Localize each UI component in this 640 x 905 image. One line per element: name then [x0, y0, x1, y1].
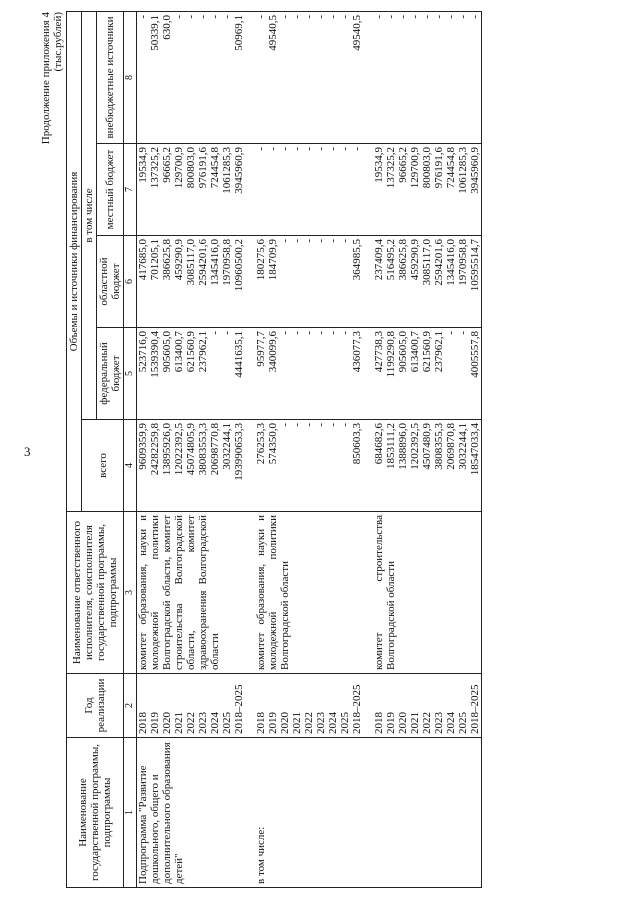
amount-value: 49540,5: [267, 15, 279, 51]
table-body: [137, 12, 482, 888]
amount-value: -: [173, 15, 185, 19]
spacer-cell: [363, 144, 373, 236]
amount-value: 2594201,6: [197, 239, 209, 286]
spacer-row: [363, 12, 373, 888]
year-value: 2024: [327, 712, 339, 734]
regional-cell: [255, 236, 363, 328]
amount-value: 4441635,1: [233, 331, 245, 378]
amount-value: 630,0: [161, 15, 173, 40]
header-federal: федеральный бюджет: [97, 328, 124, 420]
year-cell: [373, 674, 482, 738]
year-value: 2025: [221, 712, 233, 734]
amount-value: 800803,0: [421, 147, 433, 189]
amount-value: 1345416,0: [209, 239, 221, 286]
amount-value: 2594201,6: [433, 239, 445, 286]
amount-value: 701205,1: [149, 239, 161, 281]
header-program: Наименование государственной программы, подпрограммы: [67, 738, 124, 888]
year-cell: [255, 674, 363, 738]
col-number: 7: [124, 144, 137, 236]
amount-value: -: [267, 147, 279, 151]
amount-value: 724454,8: [445, 147, 457, 189]
local-cell: [373, 144, 482, 236]
amount-value: 364985,5: [351, 239, 363, 281]
program-name-cell: Подпрограмма "Развитие дошкольного, общего и дополнительного образования детей": [137, 738, 246, 888]
amount-value: -: [327, 423, 339, 427]
amount-value: -: [255, 147, 267, 151]
amount-value: -: [255, 15, 267, 19]
header-executor: Наименование ответственного исполнителя, соисполнителя государственной программы, подпрограммы: [67, 512, 124, 674]
col-number: 8: [124, 12, 137, 144]
amount-value: -: [421, 15, 433, 19]
spacer-cell: [245, 512, 255, 674]
amount-value: 96665,2: [397, 147, 409, 183]
program-name-cell: [373, 738, 482, 888]
amount-value: 684682,6: [373, 423, 385, 465]
amount-value: -: [221, 15, 233, 19]
year-value: 2024: [209, 712, 221, 734]
year-value: 2024: [445, 712, 457, 734]
amount-value: -: [385, 15, 397, 19]
amount-value: 800803,0: [185, 147, 197, 189]
amount-value: 50969,1: [233, 15, 245, 51]
continuation-title: Продолжение приложения 4: [40, 12, 52, 145]
financing-table: [66, 11, 482, 888]
year-value: 2020: [279, 712, 291, 734]
amount-value: 9609359,9: [137, 423, 149, 470]
amount-value: 1970958,8: [457, 239, 469, 286]
header-regional: областной бюджет: [97, 236, 124, 328]
spacer-cell: [245, 12, 255, 144]
header-extra: внебюджетные источники: [97, 12, 124, 144]
year-value: 2019: [149, 712, 161, 734]
amount-value: 38083553,3: [197, 423, 209, 476]
executor-cell: комитет строительства Волгоградской области: [373, 512, 482, 674]
amount-value: 3808355,3: [433, 423, 445, 470]
amount-value: -: [339, 239, 351, 243]
federal-cell: [255, 328, 363, 420]
total-cell: [255, 420, 363, 512]
col-number: 1: [124, 738, 137, 888]
regional-cell: [137, 236, 246, 328]
amount-value: 976191,6: [197, 147, 209, 189]
year-value: 2022: [421, 712, 433, 734]
amount-value: -: [397, 15, 409, 19]
year-value: 2019: [385, 712, 397, 734]
amount-value: 237962,1: [433, 331, 445, 373]
amount-value: 137325,2: [149, 147, 161, 189]
amount-value: -: [137, 15, 149, 19]
year-value: 2020: [161, 712, 173, 734]
page-number: 3: [24, 444, 31, 459]
regional-cell: [373, 236, 482, 328]
year-value: 2023: [433, 712, 445, 734]
amount-value: -: [315, 423, 327, 427]
federal-cell: [137, 328, 246, 420]
amount-value: 436077,3: [351, 331, 363, 373]
spacer-cell: [245, 144, 255, 236]
amount-value: -: [469, 15, 481, 19]
amount-value: -: [291, 331, 303, 335]
amount-value: -: [303, 423, 315, 427]
amount-value: 340099,6: [267, 331, 279, 373]
table-row: [137, 12, 246, 888]
amount-value: -: [315, 147, 327, 151]
header-total: всего: [82, 420, 124, 512]
amount-value: 1061285,3: [221, 147, 233, 194]
amount-value: -: [209, 15, 221, 19]
year-value: 2020: [397, 712, 409, 734]
year-value: 2023: [197, 712, 209, 734]
amount-value: 10595514,7: [469, 239, 481, 292]
amount-value: 3945960,9: [233, 147, 245, 194]
header-year: Год реализации: [67, 674, 124, 738]
amount-value: 427738,3: [373, 331, 385, 373]
amount-value: -: [457, 15, 469, 19]
amount-value: -: [291, 147, 303, 151]
total-cell: [137, 420, 246, 512]
section-label: в том числе:: [255, 738, 363, 888]
amount-value: 724454,8: [209, 147, 221, 189]
table-row: [373, 12, 482, 888]
amount-value: -: [445, 15, 457, 19]
amount-value: -: [303, 331, 315, 335]
rotated-page: [40, 8, 640, 888]
amount-value: -: [185, 15, 197, 19]
amount-value: 3945960,9: [469, 147, 481, 194]
amount-value: 193990653,3: [233, 423, 245, 481]
amount-value: 574350,0: [267, 423, 279, 465]
amount-value: -: [339, 331, 351, 335]
amount-value: -: [409, 15, 421, 19]
spacer-cell: [363, 12, 373, 144]
executor-cell: комитет образования, науки и молодежной политики Волгоградской области: [255, 512, 363, 674]
amount-value: -: [303, 147, 315, 151]
amount-value: 905605,0: [397, 331, 409, 373]
amount-value: 1539390,4: [149, 331, 161, 378]
amount-value: -: [291, 423, 303, 427]
amount-value: 613400,7: [409, 331, 421, 373]
year-value: 2025: [457, 712, 469, 734]
year-value: 2018: [373, 712, 385, 734]
amount-value: 19534,9: [137, 147, 149, 183]
local-cell: [255, 144, 363, 236]
spacer-cell: [245, 328, 255, 420]
continuation-note: [40, 12, 64, 888]
amount-value: 613400,7: [173, 331, 185, 373]
amount-value: -: [279, 331, 291, 335]
amount-value: 1061285,3: [457, 147, 469, 194]
amount-value: 20698770,8: [209, 423, 221, 476]
amount-value: -: [303, 239, 315, 243]
spacer-cell: [363, 328, 373, 420]
amount-value: 516495,2: [385, 239, 397, 281]
col-number: 5: [124, 328, 137, 420]
amount-value: 2069870,8: [445, 423, 457, 470]
spacer-cell: [245, 738, 255, 888]
amount-value: 1345416,0: [445, 239, 457, 286]
spacer-cell: [245, 420, 255, 512]
extra-cell: [373, 12, 482, 144]
amount-value: -: [327, 15, 339, 19]
total-cell: [373, 420, 482, 512]
amount-value: 4507480,9: [421, 423, 433, 470]
amount-value: 3032244,1: [457, 423, 469, 470]
amount-value: 45074805,9: [185, 423, 197, 476]
col-number: 6: [124, 236, 137, 328]
amount-value: 621560,9: [185, 331, 197, 373]
amount-value: -: [315, 239, 327, 243]
header-volumes: Объемы и источники финансирования: [67, 12, 82, 512]
amount-value: -: [209, 331, 221, 335]
amount-value: 850603,3: [351, 423, 363, 465]
amount-value: 386625,8: [397, 239, 409, 281]
header-local: местный бюджет: [97, 144, 124, 236]
year-value: 2022: [185, 712, 197, 734]
amount-value: 1388896,0: [397, 423, 409, 470]
amount-value: 50339,1: [149, 15, 161, 51]
amount-value: 19534,9: [373, 147, 385, 183]
units-note: (тыс.рублей): [52, 12, 64, 72]
extra-cell: [137, 12, 246, 144]
amount-value: -: [457, 331, 469, 335]
col-number: 3: [124, 512, 137, 674]
spacer-cell: [363, 738, 373, 888]
amount-value: -: [445, 331, 457, 335]
amount-value: 459290,9: [173, 239, 185, 281]
amount-value: 95977,7: [255, 331, 267, 367]
amount-value: 10960500,2: [233, 239, 245, 292]
amount-value: 3032244,1: [221, 423, 233, 470]
amount-value: 905605,0: [161, 331, 173, 373]
amount-value: -: [197, 15, 209, 19]
amount-value: -: [339, 423, 351, 427]
amount-value: 18547033,4: [469, 423, 481, 476]
amount-value: -: [327, 331, 339, 335]
amount-value: -: [315, 331, 327, 335]
executor-cell: комитет образования, науки и молодежной политики Волгоградской области, комитет строительства Волгоградской области, комитет здравоохранения Волгоградской области: [137, 512, 246, 674]
amount-value: -: [327, 147, 339, 151]
amount-value: 129700,9: [173, 147, 185, 189]
year-value: 2021: [409, 712, 421, 734]
year-value: 2019: [267, 712, 279, 734]
amount-value: -: [433, 15, 445, 19]
amount-value: -: [291, 239, 303, 243]
amount-value: -: [221, 331, 233, 335]
amount-value: -: [351, 147, 363, 151]
col-number: 4: [124, 420, 137, 512]
amount-value: 1202392,5: [409, 423, 421, 470]
amount-value: 386625,8: [161, 239, 173, 281]
amount-value: -: [303, 15, 315, 19]
amount-value: -: [327, 239, 339, 243]
federal-cell: [373, 328, 482, 420]
amount-value: 184709,9: [267, 239, 279, 281]
spacer-cell: [245, 674, 255, 738]
amount-value: 1970958,8: [221, 239, 233, 286]
amount-value: -: [279, 423, 291, 427]
year-value: 2021: [291, 712, 303, 734]
year-value: 2018: [137, 712, 149, 734]
amount-value: 12022392,5: [173, 423, 185, 476]
amount-value: 3085117,0: [185, 239, 197, 286]
year-value: 2022: [303, 712, 315, 734]
amount-value: -: [339, 147, 351, 151]
spacer-row: [245, 12, 255, 888]
amount-value: -: [291, 15, 303, 19]
extra-cell: [255, 12, 363, 144]
amount-value: 621560,9: [421, 331, 433, 373]
year-value: 2021: [173, 712, 185, 734]
amount-value: 237409,4: [373, 239, 385, 281]
year-value: 2018–2025: [351, 684, 363, 734]
amount-value: 180275,6: [255, 239, 267, 281]
amount-value: 1853111,2: [385, 423, 397, 469]
amount-value: 129700,9: [409, 147, 421, 189]
amount-value: 137325,2: [385, 147, 397, 189]
header-incl: в том числе: [82, 12, 97, 420]
year-cell: [137, 674, 246, 738]
amount-value: 459290,9: [409, 239, 421, 281]
year-value: 2018–2025: [233, 684, 245, 734]
amount-value: 523716,0: [137, 331, 149, 373]
amount-value: 4005557,8: [469, 331, 481, 378]
amount-value: -: [279, 147, 291, 151]
amount-value: -: [279, 239, 291, 243]
amount-value: -: [339, 15, 351, 19]
amount-value: -: [279, 15, 291, 19]
amount-value: 237962,1: [197, 331, 209, 373]
amount-value: 96665,2: [161, 147, 173, 183]
spacer-cell: [363, 236, 373, 328]
spacer-cell: [363, 512, 373, 674]
amount-value: 976191,6: [433, 147, 445, 189]
amount-value: -: [315, 15, 327, 19]
local-cell: [137, 144, 246, 236]
year-value: 2018–2025: [469, 684, 481, 734]
amount-value: 1199290,8: [385, 331, 397, 378]
amount-value: 3085117,0: [421, 239, 433, 286]
amount-value: 276253,3: [255, 423, 267, 465]
amount-value: 49540,5: [351, 15, 363, 51]
table-header: [67, 12, 137, 888]
year-value: 2018: [255, 712, 267, 734]
amount-value: -: [373, 15, 385, 19]
table-row: [255, 12, 363, 888]
amount-value: 417685,0: [137, 239, 149, 281]
spacer-cell: [363, 674, 373, 738]
amount-value: 13895926,0: [161, 423, 173, 476]
year-value: 2025: [339, 712, 351, 734]
spacer-cell: [245, 236, 255, 328]
amount-value: 24282259,8: [149, 423, 161, 476]
year-value: 2023: [315, 712, 327, 734]
col-number: 2: [124, 674, 137, 738]
spacer-cell: [363, 420, 373, 512]
